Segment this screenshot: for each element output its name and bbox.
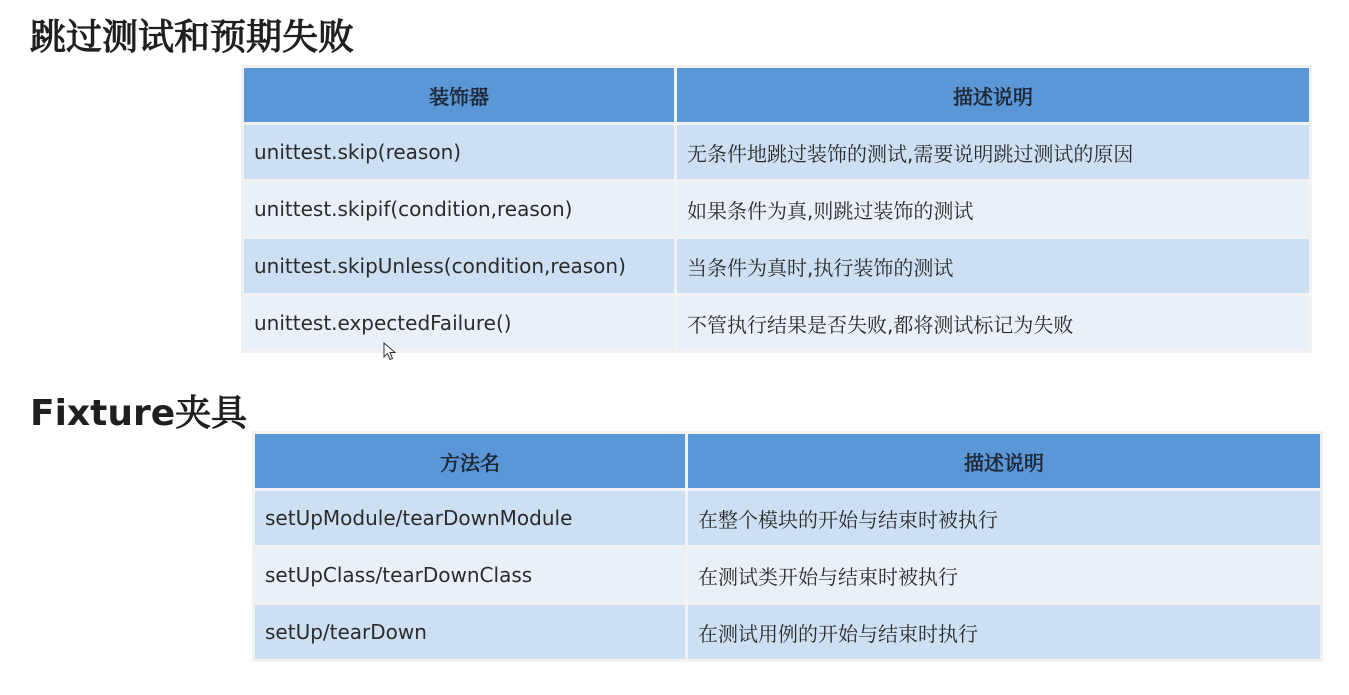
description-cell: 在测试用例的开始与结束时执行	[688, 605, 1320, 659]
table-row	[244, 239, 1309, 293]
description-cell: 当条件为真时,执行装饰的测试	[677, 239, 1309, 293]
decorator-cell: unittest.expectedFailure()	[244, 296, 674, 350]
decorator-cell: unittest.skipUnless(condition,reason)	[244, 239, 674, 293]
description-cell: 无条件地跳过装饰的测试,需要说明跳过测试的原因	[677, 125, 1309, 179]
section-title-fixture: Fixture夹具	[30, 393, 248, 434]
mouse-pointer-icon	[383, 342, 399, 362]
column-header-description: 描述说明	[677, 68, 1309, 122]
description-cell: 如果条件为真,则跳过装饰的测试	[677, 182, 1309, 236]
skip-decorators-table	[241, 65, 1312, 353]
table-row	[255, 605, 1320, 659]
description-cell: 在整个模块的开始与结束时被执行	[688, 491, 1320, 545]
description-cell: 不管执行结果是否失败,都将测试标记为失败	[677, 296, 1309, 350]
column-header-method-name: 方法名	[255, 434, 685, 488]
section-title-skip-tests: 跳过测试和预期失败	[30, 17, 355, 58]
table-header-row	[255, 434, 1320, 488]
table-row	[244, 182, 1309, 236]
method-cell: setUpModule/tearDownModule	[255, 491, 685, 545]
fixture-methods-table	[252, 431, 1323, 662]
column-header-decorator: 装饰器	[244, 68, 674, 122]
table-row	[255, 548, 1320, 602]
table-row	[244, 296, 1309, 350]
column-header-description: 描述说明	[688, 434, 1320, 488]
table-row	[255, 491, 1320, 545]
description-cell: 在测试类开始与结束时被执行	[688, 548, 1320, 602]
table-row	[244, 125, 1309, 179]
method-cell: setUpClass/tearDownClass	[255, 548, 685, 602]
table-header-row	[244, 68, 1309, 122]
decorator-cell: unittest.skip(reason)	[244, 125, 674, 179]
decorator-cell: unittest.skipif(condition,reason)	[244, 182, 674, 236]
method-cell: setUp/tearDown	[255, 605, 685, 659]
